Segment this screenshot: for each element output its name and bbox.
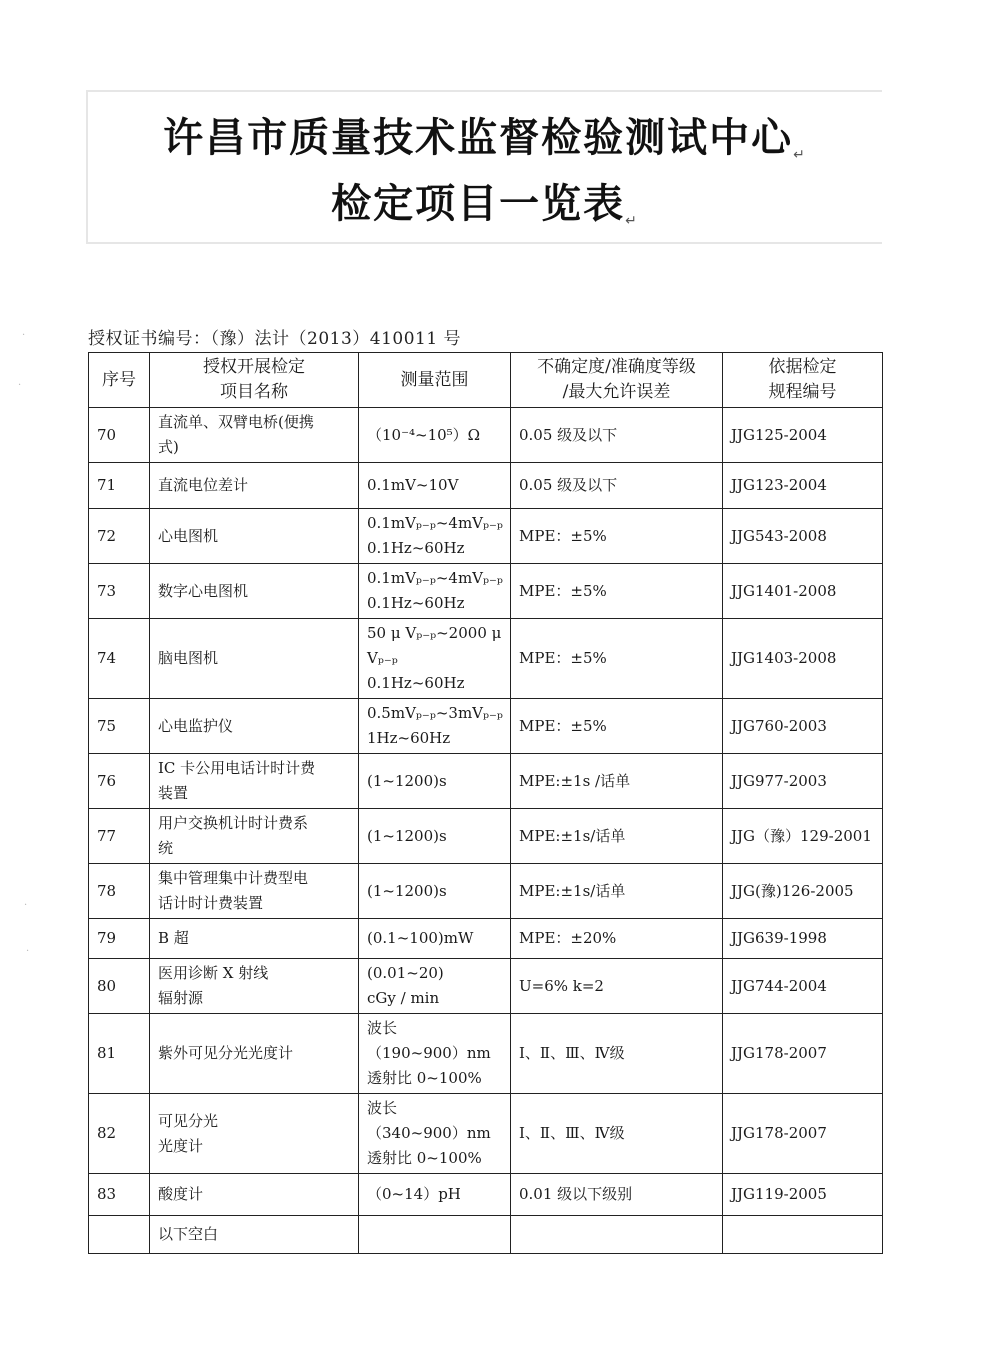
item-name-line: 装置 xyxy=(158,784,189,802)
range-line: 透射比 0~100% xyxy=(367,1069,482,1087)
cell-item-name xyxy=(150,463,359,509)
range-line: (0.1~100)mW xyxy=(367,929,474,947)
cell-accuracy: MPE：±5% xyxy=(511,619,723,699)
cell-basis: JJG639-1998 xyxy=(723,919,883,959)
cell-range xyxy=(359,919,511,959)
table-row xyxy=(89,1174,883,1216)
cell-range xyxy=(359,1216,511,1254)
cell-basis: JJG178-2007 xyxy=(723,1014,883,1094)
item-name-line: 统 xyxy=(158,839,174,857)
cell-item-name xyxy=(150,1094,359,1174)
cell-range xyxy=(359,509,511,564)
item-name-line: 酸度计 xyxy=(158,1185,204,1203)
cell-item-name xyxy=(150,408,359,463)
cell-accuracy: Ⅰ、Ⅱ、Ⅲ、Ⅳ级 xyxy=(511,1014,723,1094)
table-row xyxy=(89,564,883,619)
cell-range xyxy=(359,1014,511,1094)
table-row xyxy=(89,408,883,463)
item-name-line: 数字心电图机 xyxy=(158,581,249,600)
cell-accuracy: U=6% k=2 xyxy=(511,959,723,1014)
header-name: 授权开展检定 项目名称 xyxy=(150,353,359,408)
range-line: 透射比 0~100% xyxy=(367,1149,482,1167)
cell-idx: 81 xyxy=(89,1014,150,1094)
range-line: cGy / min xyxy=(367,989,440,1007)
cell-basis: JJG760-2003 xyxy=(723,699,883,754)
range-line: 50 μ Vₚ₋ₚ~2000 μ xyxy=(367,624,502,642)
cell-idx: 79 xyxy=(89,919,150,959)
item-name-line: 紫外可见分光光度计 xyxy=(158,1044,294,1062)
cell-idx: 78 xyxy=(89,864,150,919)
cell-idx xyxy=(89,1216,150,1254)
cell-accuracy: 0.01 级以下级别 xyxy=(511,1174,723,1216)
cell-accuracy: Ⅰ、Ⅱ、Ⅲ、Ⅳ级 xyxy=(511,1094,723,1174)
cell-basis: JJG119-2005 xyxy=(723,1174,883,1216)
cell-basis: JJG977-2003 xyxy=(723,754,883,809)
range-line: 0.1mVₚ₋ₚ~4mVₚ₋ₚ xyxy=(367,569,503,587)
table-row xyxy=(89,959,883,1014)
cell-basis xyxy=(723,1216,883,1254)
cell-accuracy: 0.05 级及以下 xyxy=(511,463,723,509)
cell-range xyxy=(359,864,511,919)
verification-items-table xyxy=(88,352,883,1254)
cell-range xyxy=(359,699,511,754)
title-line-2: 检定项目一览表 xyxy=(331,181,626,227)
range-line: （190~900）nm xyxy=(367,1044,491,1062)
cell-item-name xyxy=(150,809,359,864)
table-row xyxy=(89,919,883,959)
cell-idx: 73 xyxy=(89,564,150,619)
cell-item-name xyxy=(150,1216,359,1254)
cell-basis: JJG744-2004 xyxy=(723,959,883,1014)
cell-item-name xyxy=(150,959,359,1014)
cell-idx: 72 xyxy=(89,509,150,564)
cell-range xyxy=(359,809,511,864)
return-mark-icon: ↵ xyxy=(793,147,807,163)
item-name-line: 直流单、双臂电桥(便携 xyxy=(158,413,314,431)
range-line: 0.1mV~10V xyxy=(367,476,459,494)
cell-range xyxy=(359,1174,511,1216)
item-name-line: B 超 xyxy=(158,929,189,947)
scan-speck: · xyxy=(26,946,30,957)
cell-idx: 77 xyxy=(89,809,150,864)
scan-speck: · xyxy=(24,900,28,911)
cell-range xyxy=(359,564,511,619)
cell-accuracy: MPE：±20% xyxy=(511,919,723,959)
item-name-line: 可见分光 xyxy=(158,1111,219,1130)
header-accuracy: 不确定度/准确度等级 /最大允许误差 xyxy=(511,353,723,408)
table-row xyxy=(89,809,883,864)
header-range: 测量范围 xyxy=(359,353,511,408)
cell-range xyxy=(359,463,511,509)
scan-speck: · xyxy=(18,380,22,391)
table-row xyxy=(89,509,883,564)
document-title xyxy=(88,106,882,163)
range-line: (1~1200)s xyxy=(367,826,447,845)
cell-range xyxy=(359,754,511,809)
return-mark-icon: ↵ xyxy=(625,213,639,229)
item-name-line: 辐射源 xyxy=(158,989,204,1007)
item-name-line: 光度计 xyxy=(158,1136,204,1155)
certificate-number: 授权证书编号：（豫）法计（2013）410011 号 xyxy=(88,329,462,349)
table-row xyxy=(89,699,883,754)
cell-idx: 83 xyxy=(89,1174,150,1216)
cell-item-name xyxy=(150,564,359,619)
header-basis: 依据检定 规程编号 xyxy=(723,353,883,408)
cell-item-name xyxy=(150,864,359,919)
cell-item-name xyxy=(150,1014,359,1094)
item-name-line: 用户交换机计时计费系 xyxy=(158,814,309,832)
range-line: 0.1mVₚ₋ₚ~4mVₚ₋ₚ xyxy=(367,514,503,532)
cell-range xyxy=(359,959,511,1014)
range-line: (1~1200)s xyxy=(367,881,447,900)
cell-item-name xyxy=(150,509,359,564)
cell-item-name xyxy=(150,754,359,809)
range-line: （0~14）pH xyxy=(367,1185,461,1203)
item-name-line: 直流电位差计 xyxy=(158,476,249,494)
table-row xyxy=(89,1094,883,1174)
cell-item-name xyxy=(150,619,359,699)
range-line: 0.5mVₚ₋ₚ~3mVₚ₋ₚ xyxy=(367,704,503,722)
item-name-line: 医用诊断 X 射线 xyxy=(158,964,269,982)
cell-accuracy: MPE：±5% xyxy=(511,509,723,564)
cell-idx: 75 xyxy=(89,699,150,754)
cell-accuracy: MPE：±5% xyxy=(511,564,723,619)
cell-idx: 71 xyxy=(89,463,150,509)
range-line: Vₚ₋ₚ xyxy=(367,649,398,667)
cell-item-name xyxy=(150,919,359,959)
header-idx: 序号 xyxy=(89,353,150,408)
item-name-line: 话计时计费装置 xyxy=(158,894,264,912)
item-name-line: 集中管理集中计费型电 xyxy=(158,869,309,887)
cell-basis: JJG178-2007 xyxy=(723,1094,883,1174)
item-name-line: 式) xyxy=(158,438,179,456)
item-name-line: 心电图机 xyxy=(158,526,219,545)
range-line: （340~900）nm xyxy=(367,1124,491,1142)
cell-accuracy: MPE:±1s/话单 xyxy=(511,864,723,919)
title-box xyxy=(86,90,882,244)
cell-basis: JJG1403-2008 xyxy=(723,619,883,699)
cell-accuracy: MPE:±1s/话单 xyxy=(511,809,723,864)
range-line: 1Hz~60Hz xyxy=(367,729,451,747)
table-header-row xyxy=(89,353,883,408)
range-line: 0.1Hz~60Hz xyxy=(367,674,465,692)
cell-basis: JJG1401-2008 xyxy=(723,564,883,619)
title-line-1: 许昌市质量技术监督检验测试中心 xyxy=(163,115,794,161)
cell-idx: 76 xyxy=(89,754,150,809)
table-row xyxy=(89,864,883,919)
range-line: (0.01~20) xyxy=(367,964,444,982)
cell-accuracy: MPE:±1s /话单 xyxy=(511,754,723,809)
range-line: （10⁻⁴~10⁵）Ω xyxy=(367,425,481,444)
range-line: 波长 xyxy=(367,1099,398,1117)
cell-basis: JJG543-2008 xyxy=(723,509,883,564)
cell-accuracy: 0.05 级及以下 xyxy=(511,408,723,463)
cell-basis: JJG123-2004 xyxy=(723,463,883,509)
item-name-line: 心电监护仪 xyxy=(158,716,234,735)
item-name-line: 脑电图机 xyxy=(158,649,219,667)
cell-basis: JJG(豫)126-2005 xyxy=(723,864,883,919)
cell-idx: 74 xyxy=(89,619,150,699)
cell-range xyxy=(359,1094,511,1174)
table-row xyxy=(89,754,883,809)
table-row xyxy=(89,619,883,699)
range-line: 0.1Hz~60Hz xyxy=(367,539,465,557)
cell-accuracy: MPE：±5% xyxy=(511,699,723,754)
cell-basis: JJG（豫）129-2001 xyxy=(723,809,883,864)
cell-range xyxy=(359,619,511,699)
table-row xyxy=(89,1014,883,1094)
item-name-line: IC 卡公用电话计时计费 xyxy=(158,759,316,777)
table-row xyxy=(89,463,883,509)
item-name-line: 以下空白 xyxy=(158,1225,219,1243)
table-row xyxy=(89,1216,883,1254)
cell-idx: 82 xyxy=(89,1094,150,1174)
document-subtitle xyxy=(88,172,882,229)
cell-range xyxy=(359,408,511,463)
cell-basis: JJG125-2004 xyxy=(723,408,883,463)
cell-item-name xyxy=(150,699,359,754)
cell-idx: 70 xyxy=(89,408,150,463)
scan-speck: · xyxy=(22,330,26,341)
range-line: 0.1Hz~60Hz xyxy=(367,594,465,612)
range-line: (1~1200)s xyxy=(367,771,447,790)
cell-item-name xyxy=(150,1174,359,1216)
cell-idx: 80 xyxy=(89,959,150,1014)
cell-accuracy xyxy=(511,1216,723,1254)
range-line: 波长 xyxy=(367,1019,398,1037)
